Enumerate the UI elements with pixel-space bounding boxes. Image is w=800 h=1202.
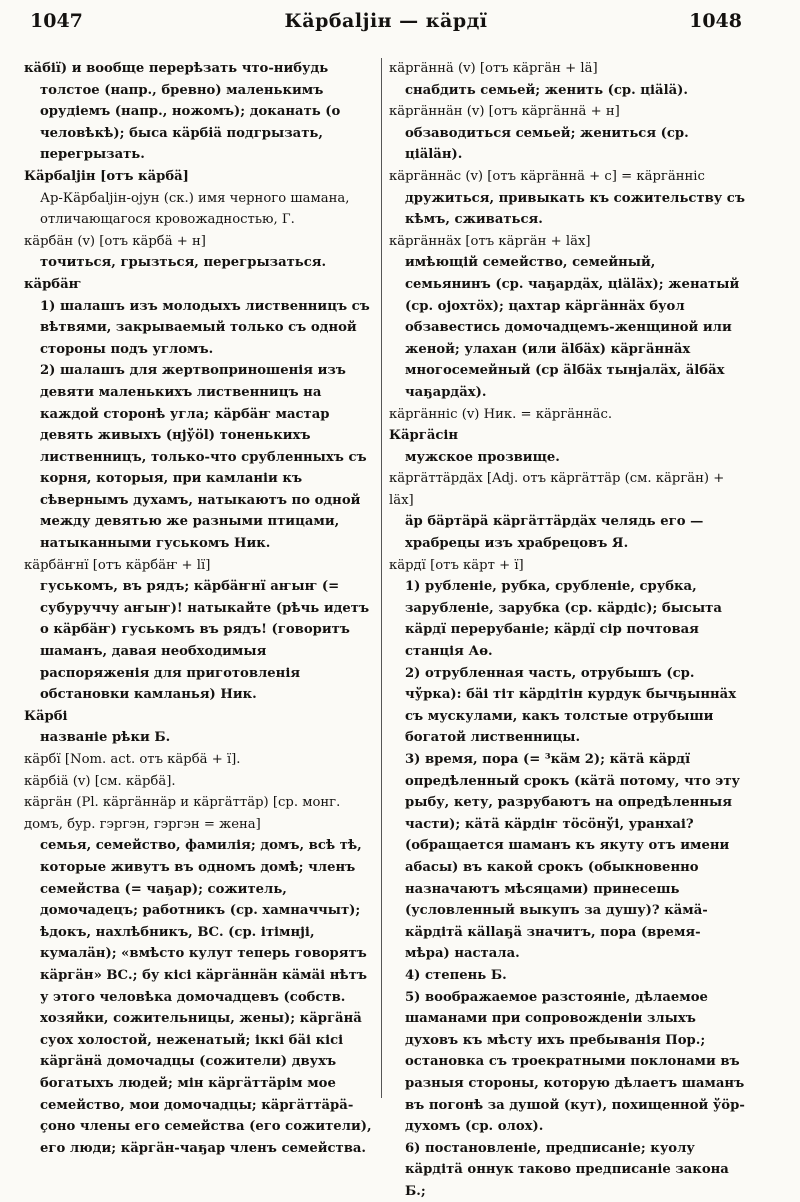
dictionary-entry: кäргäннäс (v) [отъ кäргäннä + с] = кäргäнніс [389, 168, 705, 184]
dictionary-entry: гуськомъ, въ рядъ; кäрбäҥнï аҥыҥ (= субуруччу аҥыҥ)! натыкайте (рѣчь идетъ о кäрбäҥ) гуськомъ въ рядъ! (говоритъ шаманъ, давая необходимыя распоряженія для приготовленія обстановки камланья) Ник. [40, 579, 370, 703]
right-column [389, 58, 745, 1202]
right-page-number: 1048 [689, 10, 742, 32]
dictionary-entry: кäргäннäн (v) [отъ кäргäннä + н] [389, 104, 620, 120]
dictionary-entry: 5) воображаемое разстояніе, дѣлаемое шаманами при сопровожденіи злыхъ духовъ къ мѣсту ихъ пребыванія Пор.; остановка съ троекратными поклонами въ разныя стороны, которую дѣлаетъ шаманъ въ погонѣ за душой (кут), похищенной ўöр-духомъ (ср. олох). [405, 989, 745, 1135]
dictionary-entry: обзаводиться семьей; жениться (ср. ціäläн). [405, 125, 689, 163]
dictionary-entry: кäрбï [Nom. act. отъ кäрбä + ï]. [24, 752, 241, 767]
dictionary-entry: 4) степень Б. [405, 967, 507, 983]
dictionary-entry: 2) шалашъ для жертвоприношенія изъ девяти маленькихъ лиственницъ на каждой сторонѣ угла; кäрбäҥ мастар девять живыхъ (нјўöl) тоненькихъ лиственницъ, только-что срубленныхъ съ корня, которыя, при камланіи къ сѣвернымъ духамъ, натыкаютъ по одной между девятью же разными птицами, натыканными гуськомъ Ник. [40, 363, 367, 552]
dictionary-entry: Ар-Кäрбаljiн-ојун (ск.) имя черного шамана, отличающагося кровожадностью, Г. [40, 190, 350, 228]
dictionary-entry: дружиться, привыкать къ сожительству съ кѣмъ, сживаться. [405, 190, 745, 228]
dictionary-entry: Кäрбаljiн [отъ кäрбä] [24, 168, 189, 184]
dictionary-entry: Кäргäсін [389, 428, 459, 444]
page-header [30, 8, 742, 38]
dictionary-entry: имѣющій семейство, семейный, семьянинъ (ср. чаҕардäх, ціäläх); женатый (ср. ојохтöх); цахтар кäргäннäх буол обзавестись домочадцемъ-женщиной или женой; улахан (или älбäх) кäргäннäх многосемейный (ср älбäх тынjалäх, älбäх чаҕардäх). [405, 255, 740, 400]
dictionary-entry: äр бäртäрä кäргäттäрдäх челядь его — храбрецы изъ храбрецовъ Я. [405, 514, 704, 552]
column-divider [381, 58, 382, 1098]
dictionary-entry: кäргäннäх [отъ кäргäн + läх] [389, 233, 591, 249]
dictionary-entry: 2) отрубленная часть, отрубышъ (ср. чўрка): бäі тіт кäрдітін курдук бычҕыннäх съ мускулами, какъ толстые отрубыши богатой лиственницы. [405, 665, 737, 746]
dictionary-entry: кäрдï [отъ кäрт + ï] [389, 557, 524, 573]
dictionary-entry: кäргäннä (v) [отъ кäргäн + lä] [389, 61, 598, 76]
left-column [24, 58, 374, 1159]
dictionary-entry: кäрбäн (v) [отъ кäрбä + н] [24, 233, 206, 249]
dictionary-entry: кäрбäҥнï [отъ кäрбäҥ + lï] [24, 557, 211, 573]
dictionary-entry: точиться, грызться, перегрызаться. [40, 255, 327, 271]
dictionary-entry: кäргäнніс (v) Ник. = кäргäннäс. [389, 406, 613, 422]
dictionary-entry: кäрбiä (v) [см. кäрбä]. [24, 773, 176, 789]
dictionary-entry: кäрбäҥ [24, 276, 82, 292]
dictionary-entry: 1) шалашъ изъ молодыхъ лиственницъ съ вѣтвями, закрываемый только съ одной стороны подъ угломъ. [40, 298, 370, 357]
dictionary-entry: 3) время, пора (= ³кäм 2); кäтä кäрдï опредѣленный срокъ (кäтä потому, что эту рыбу, кету, разрубаютъ на опредѣленныя части); кäтä кäрдіҥ тöсöнўі, уранхаі? (обращается шаманъ къ якуту отъ имени абасы) въ какой срокъ (обыкновенно назначаютъ мѣсяцами) принесешь (условленный выкупъ за душу)? кäмä-кäрдітä кällаҕä значитъ, пора (время-мѣра) настала. [405, 752, 740, 962]
dictionary-entry: Кäрбі [24, 708, 68, 724]
dictionary-entry: мужское прозвище. [405, 449, 560, 465]
left-page-number: 1047 [30, 10, 83, 32]
dictionary-entry: кäргäн (Pl. кäргäннäр и кäргäттäр) [ср. монг. домъ, бур. гэргэн, гэргэн = жена] [24, 795, 341, 832]
dictionary-entry: названіе рѣки Б. [40, 730, 171, 746]
dictionary-entry: кäбії) и вообще перерѣзать что-нибудь толстое (напр., бревно) маленькимъ орудіемъ (напр., ножомъ); доканать (о человѣкѣ); быса кäрбiä подгрызать, перегрызать. [24, 61, 341, 163]
running-title: Кäрбаljiн — кäрдï [284, 10, 488, 32]
dictionary-entry: кäргäттäрдäх [Adj. отъ кäргäттäр (см. кäргäн) + läх] [389, 471, 725, 508]
dictionary-entry: 1) рубленіе, рубка, срубленіе, срубка, зарубленіе, зарубка (ср. кäрдіс); бысыта кäрдï перерубаніе; кäрдï сір почтовая станція Аө. [405, 579, 722, 660]
dictionary-entry: 6) постановленіе, предписаніе; куолу кäрдітä оннук таково предписаніе закона Б.; [405, 1140, 729, 1199]
dictionary-entry: семья, семейство, фамилія; домъ, всѣ тѣ, которые живутъ въ одномъ домѣ; членъ семейства (= чаҕар); сожитель, домочадецъ; работникъ (ср. хамначчыт); ѣдокъ, нахлѣбникъ, ВС. (ср. ітімнјі, кумалäн); «вмѣсто кулут теперь говорятъ кäргäн» ВС.; бу кісі кäргäннäн кäмäі нѣтъ у этого человѣка домочадцевъ (собств. хозяйки, сожительницы, жены); кäргäнä суох холостой, неженатый; іккі бäі кісі кäргäнä домочадцы (сожители) двухъ богатыхъ людей; мін кäргäттäрім мое семейство, мои домочадцы; кäргäттäрä-ҫоно члены его семейства (его сожители), его люди; кäргäн-чаҕар членъ семейства. [40, 838, 372, 1156]
dictionary-entry: снабдить семьей; женить (ср. ціälä). [405, 82, 688, 98]
